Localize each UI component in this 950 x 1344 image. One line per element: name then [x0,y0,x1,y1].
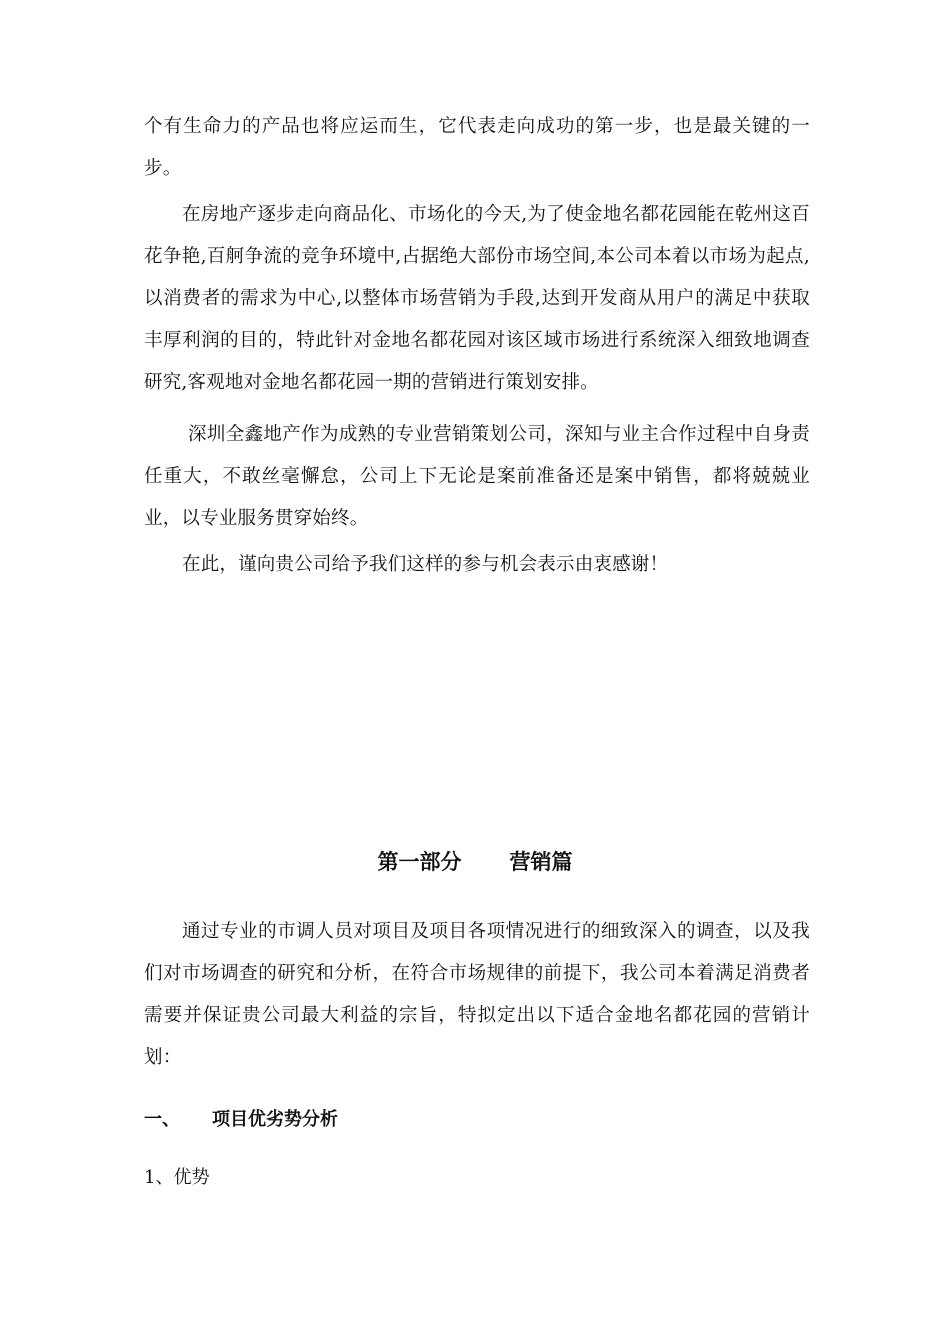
paragraph-continuation: 个有生命力的产品也将应运而生，它代表走向成功的第一步，也是最关键的一步。 [144,116,810,179]
heading-number: 一、 [144,1109,180,1130]
heading-text: 项目优劣势分析 [212,1109,338,1130]
paragraph-company-intro: 深圳全鑫地产作为成熟的专业营销策划公司，深知与业主合作过程中自身责任重大，不敢丝毫懈怠，公司上下无论是案前准备还是案中销售，都将兢兢业业，以专业服务贯穿始终。 [144,424,810,529]
heading-analysis [144,1104,338,1136]
subheading-advantages: 1、优势 [144,1167,210,1188]
section-title [0,846,950,878]
paragraph-thanks: 在此，谨向贵公司给予我们这样的参与机会表示由衷感谢！ [182,554,669,575]
section-name-label: 营销篇 [509,850,573,874]
paragraph-marketing-intro: 通过专业的市调人员对项目及项目各项情况进行的细致深入的调查，以及我们对市场调查的研究和分析，在符合市场规律的前提下，我公司本着满足消费者需要并保证贵公司最大利益的宗旨，特拟定出以下适合金地名都花园的营销计划： [144,921,810,1068]
section-part-label: 第一部分 [377,850,462,874]
paragraph-market-strategy: 在房地产逐步走向商品化、市场化的今天,为了使金地名都花园能在乾州这百花争艳,百舸争流的竞争环境中,占据绝大部份市场空间,本公司本着以市场为起点,以消费者的需求为中心,以整体市场营销为手段,达到开发商从用户的满足中获取丰厚利润的目的，特此针对金地名都花园对该区域市场进行系统深入细致地调查研究,客观地对金地名都花园一期的营销进行策划安排。 [144,204,810,393]
